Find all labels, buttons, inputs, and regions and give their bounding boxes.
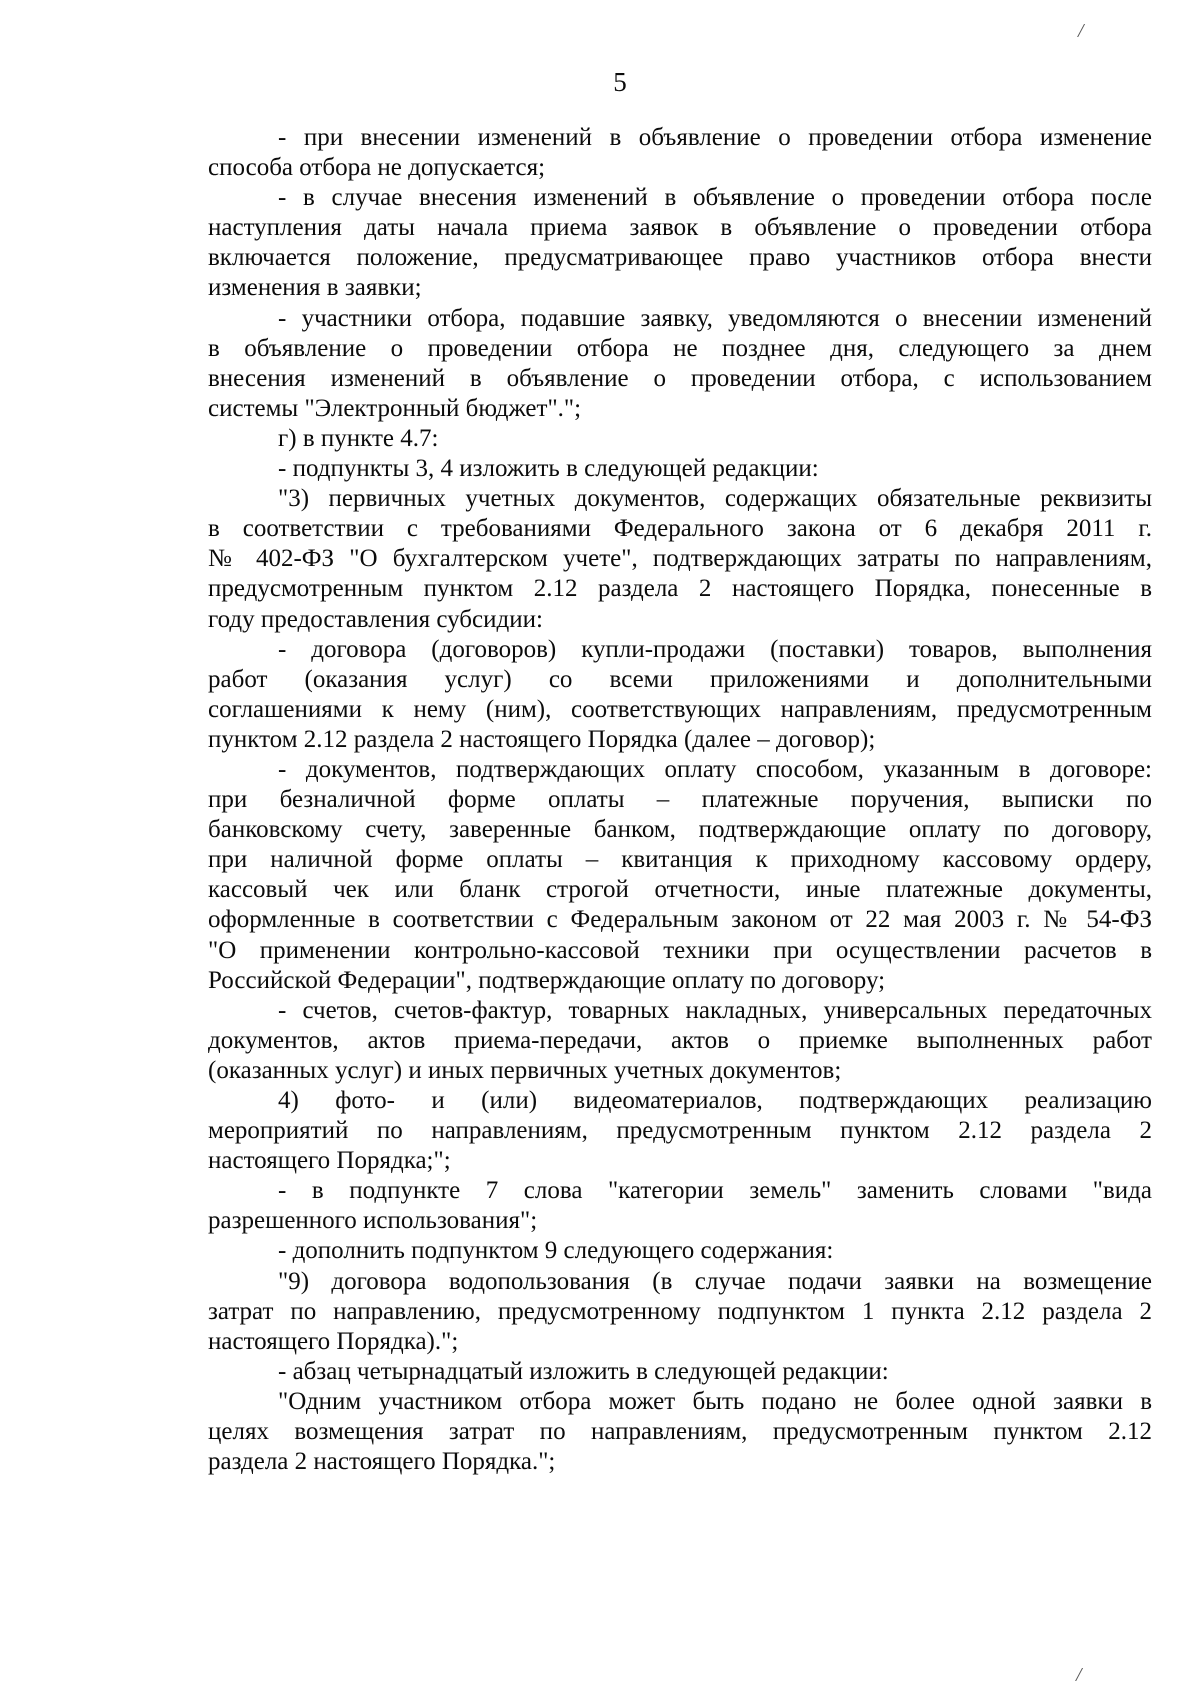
text-line: затрат по направлению, предусмотренному подпунктом 1 пункта 2.12 раздела 2 xyxy=(208,1297,1152,1325)
text-line: настоящего Порядка)."; xyxy=(208,1327,459,1355)
text-line: пунктом 2.12 раздела 2 настоящего Порядка (далее – договор); xyxy=(208,725,876,753)
text-line: настоящего Порядка;"; xyxy=(208,1147,451,1175)
text-line: при безналичной форме оплаты – платежные поручения, выписки по xyxy=(208,786,1152,814)
text-line: "О применении контрольно-кассовой техники при осуществлении расчетов в xyxy=(208,936,1152,964)
margin-mark-top: / xyxy=(1078,20,1084,42)
text-line: - абзац четырнадцатый изложить в следующей редакции: xyxy=(278,1357,889,1385)
text-line: наступления даты начала приема заявок в объявление о проведении отбора xyxy=(208,214,1152,242)
text-line: документов, актов приема-передачи, актов о приемке выполненных работ xyxy=(208,1026,1152,1054)
text-line: 4) фото- и (или) видеоматериалов, подтверждающих реализацию xyxy=(278,1087,1152,1114)
text-line: - документов, подтверждающих оплату способом, указанным в договоре: xyxy=(278,755,1152,783)
text-line: - подпункты 3, 4 изложить в следующей редакции: xyxy=(278,455,819,483)
text-line: соглашениями к нему (ним), соответствующих направлениям, предусмотренным xyxy=(208,695,1152,723)
text-line: внесения изменений в объявление о проведении отбора, с использованием xyxy=(208,364,1152,392)
text-line: системы "Электронный бюджет"."; xyxy=(208,394,582,422)
text-line: (оказанных услуг) и иных первичных учетных документов; xyxy=(208,1056,842,1084)
text-line: "Одним участником отбора может быть подано не более одной заявки в xyxy=(278,1387,1152,1415)
text-line: предусмотренным пунктом 2.12 раздела 2 настоящего Порядка, понесенные в xyxy=(208,575,1152,603)
text-line: - договора (договоров) купли-продажи (поставки) товаров, выполнения xyxy=(278,635,1152,663)
text-line: - при внесении изменений в объявление о проведении отбора изменение xyxy=(278,124,1152,151)
text-line: целях возмещения затрат по направлениям, предусмотренным пунктом 2.12 xyxy=(208,1418,1152,1446)
text-line: "3) первичных учетных документов, содержащих обязательные реквизиты xyxy=(278,485,1152,513)
text-line: включается положение, предусматривающее право участников отбора внести xyxy=(208,244,1152,272)
text-line: кассовый чек или бланк строгой отчетности, иные платежные документы, xyxy=(208,876,1152,904)
text-line: - счетов, счетов-фактур, товарных накладных, универсальных передаточных xyxy=(278,996,1152,1024)
margin-mark-bottom: / xyxy=(1076,1664,1082,1686)
document-body xyxy=(208,123,1152,1477)
text-line: № 402-ФЗ "О бухгалтерском учете", подтверждающих затраты по направлениям, xyxy=(208,545,1152,573)
text-line: раздела 2 настоящего Порядка."; xyxy=(208,1448,556,1476)
text-line: работ (оказания услуг) со всеми приложениями и дополнительными xyxy=(208,665,1152,693)
text-line: - в случае внесения изменений в объявление о проведении отбора после xyxy=(278,184,1152,212)
text-line: оформленные в соответствии с Федеральным законом от 22 мая 2003 г. № 54-ФЗ xyxy=(208,906,1152,934)
text-line: "9) договора водопользования (в случае подачи заявки на возмещение xyxy=(278,1267,1152,1295)
text-line: - участники отбора, подавшие заявку, уведомляются о внесении изменений xyxy=(278,304,1152,332)
text-line: году предоставления субсидии: xyxy=(208,605,543,633)
text-line: - дополнить подпунктом 9 следующего содержания: xyxy=(278,1237,834,1265)
text-line: г) в пункте 4.7: xyxy=(278,424,439,452)
text-line: в соответствии с требованиями Федерального закона от 6 декабря 2011 г. xyxy=(208,515,1152,543)
text-line: в объявление о проведении отбора не позднее дня, следующего за днем xyxy=(208,334,1152,362)
text-line: способа отбора не допускается; xyxy=(208,154,546,182)
page-number: 5 xyxy=(613,67,627,97)
text-line: изменения в заявки; xyxy=(208,274,422,302)
text-line: банковскому счету, заверенные банком, подтверждающие оплату по договору, xyxy=(208,816,1152,844)
text-line: мероприятий по направлениям, предусмотренным пунктом 2.12 раздела 2 xyxy=(208,1117,1152,1145)
text-line: - в подпункте 7 слова "категории земель" заменить словами "вида xyxy=(278,1177,1152,1205)
text-line: Российской Федерации", подтверждающие оплату по договору; xyxy=(208,966,886,994)
text-line: разрешенного использования"; xyxy=(208,1207,538,1235)
text-line: при наличной форме оплаты – квитанция к приходному кассовому ордеру, xyxy=(208,846,1152,874)
